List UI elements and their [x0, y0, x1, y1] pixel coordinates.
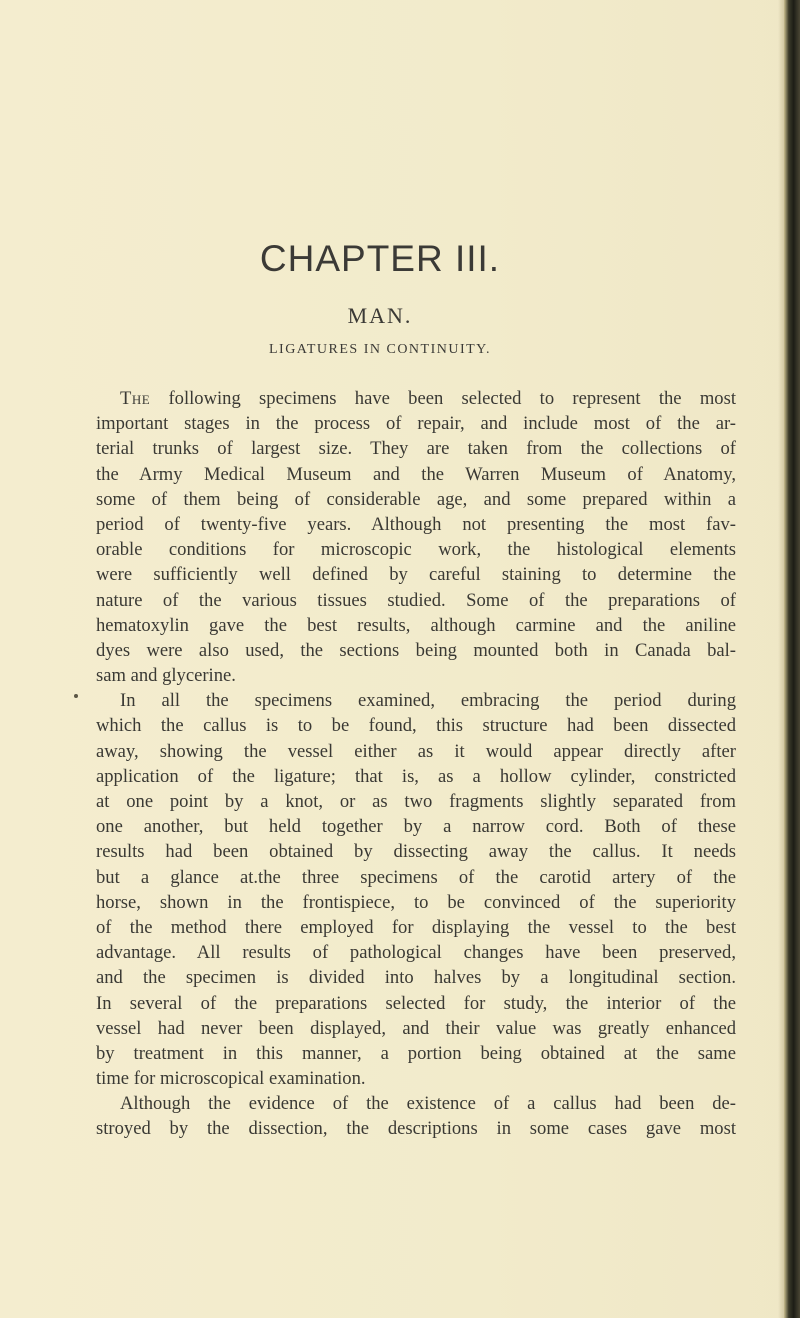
text-line: advantage. All results of pathological changes have been preserved,	[96, 942, 736, 964]
text-line: by treatment in this manner, a portion being obtained at the same	[96, 1042, 736, 1064]
text-line	[96, 386, 736, 411]
text-line: away, showing the vessel either as it would appear directly after	[96, 740, 736, 762]
text-line: sam and glycerine.	[96, 665, 236, 687]
subject-heading: MAN.	[347, 303, 413, 328]
text-line-content: following specimens have been selected to represent the most	[150, 388, 736, 409]
text-line: dyes were also used, the sections being mounted both in Canada bal-	[96, 639, 736, 661]
text-line: of the method there employed for displaying the vessel to the best	[96, 916, 736, 938]
text-line: orable conditions for microscopic work, the histological elements	[96, 539, 736, 561]
text-line: application of the ligature; that is, as a hollow cylinder, constricted	[96, 765, 736, 787]
text-line: vessel had never been displayed, and their value was greatly enhanced	[96, 1017, 736, 1039]
text-line: the Army Medical Museum and the Warren Museum of Anatomy,	[96, 463, 736, 485]
text-line: one another, but held together by a narrow cord. Both of these	[96, 816, 736, 838]
text-line: horse, shown in the frontispiece, to be convinced of the superiority	[96, 891, 736, 913]
body-text	[96, 386, 736, 1142]
section-heading: LIGATURES IN CONTINUITY.	[268, 342, 491, 357]
text-line: period of twenty-five years. Although not presenting the most fav-	[96, 513, 736, 535]
first-word: The	[120, 388, 151, 409]
text-line: which the callus is to be found, this structure had been dissected	[96, 715, 736, 737]
text-line: at one point by a knot, or as two fragments slightly separated from	[96, 791, 736, 812]
text-line: hematoxylin gave the best results, although carmine and the aniline	[96, 614, 736, 636]
page-edge	[784, 0, 800, 1318]
text-line: time for microscopical examination.	[96, 1068, 366, 1090]
text-line: nature of the various tissues studied. Some of the preparations of	[96, 589, 736, 611]
text-line: results had been obtained by dissecting away the callus. It needs	[96, 841, 736, 863]
text-line: some of them being of considerable age, and some prepared within a	[96, 488, 736, 510]
text-line: In all the specimens examined, embracing the period during	[120, 690, 736, 712]
margin-dot	[74, 694, 78, 698]
text-line: terial trunks of largest size. They are taken from the collections of	[96, 438, 736, 460]
chapter-heading: CHAPTER III.	[259, 238, 501, 279]
text-line: important stages in the process of repair, and include most of the ar-	[96, 413, 736, 435]
text-line: Although the evidence of the existence of a callus had been de-	[120, 1093, 736, 1115]
text-line: but a glance at.the three specimens of the carotid artery of the	[96, 866, 736, 888]
text-line: In several of the preparations selected for study, the interior of the	[96, 992, 736, 1014]
text-line: stroyed by the dissection, the descriptions in some cases gave most	[96, 1118, 736, 1140]
text-line: and the specimen is divided into halves by a longitudinal section.	[96, 967, 736, 989]
text-line: were sufficiently well defined by careful staining to determine the	[96, 564, 736, 586]
